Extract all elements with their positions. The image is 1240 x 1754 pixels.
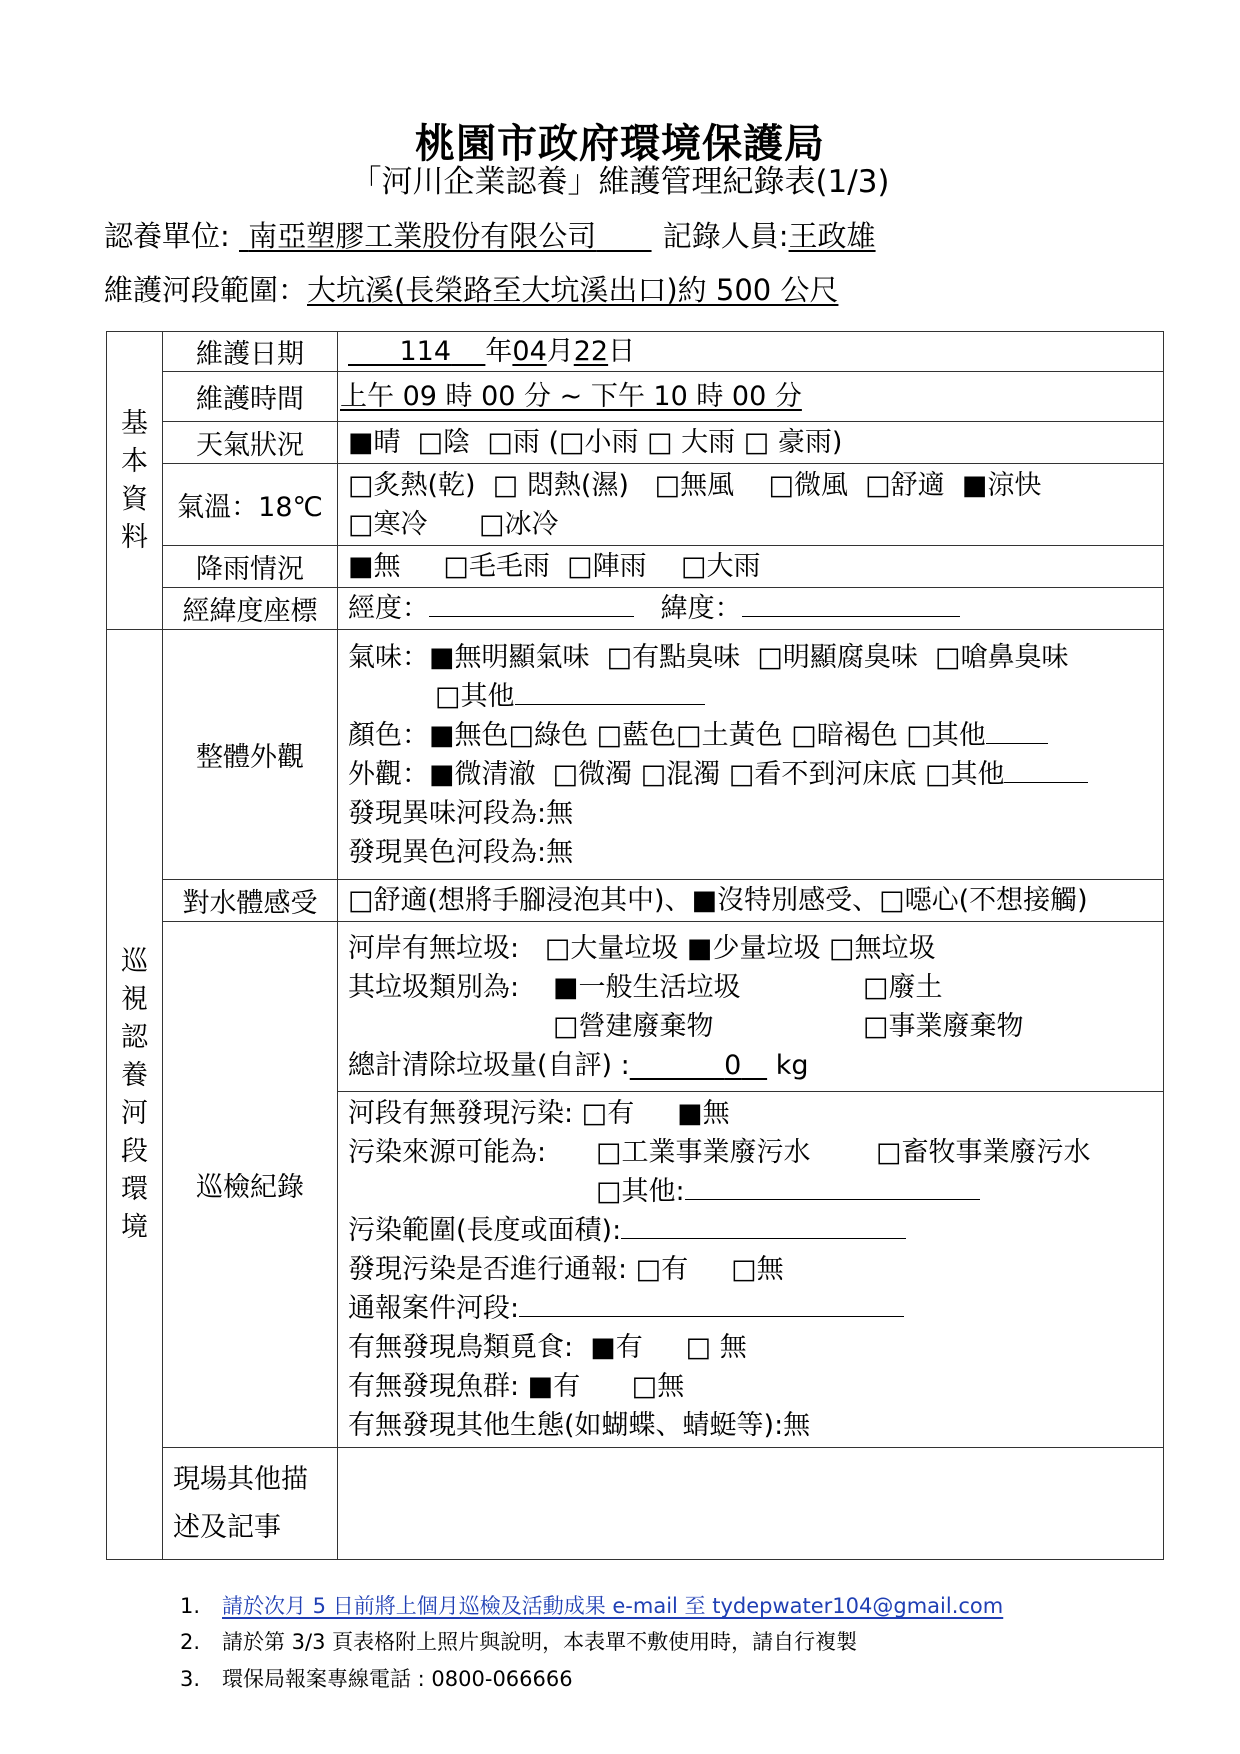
river-range-row [104,268,838,309]
trash-type-row-1 [348,968,1153,1007]
pollution-source-other-field[interactable] [685,1173,980,1200]
coordinate-label: 經緯度座標 [163,588,338,630]
trash-amount-unit: kg [775,1049,809,1081]
pollution-range-row: 污染範圍(長度或面積): [348,1211,1153,1250]
maintenance-time-label: 維護時間 [163,372,338,422]
note-3: 3. 環保局報案專線電話 : 0800-066666 [180,1667,573,1691]
trash-type-business: □事業廢棄物 [863,1010,1024,1042]
maintenance-time-value: 上午 09 時 00 分 ~ 下午 10 時 00 分 [338,372,1164,422]
trash-type-row-2 [348,1007,1153,1046]
trash-type-label: 其垃圾類別為: [348,971,520,1003]
pollution-range-field[interactable] [621,1212,906,1239]
temperature-line-1: □炙熱(乾) □ 悶熱(濕) □無風 □微風 □舒適 ■涼快 [348,469,1042,501]
section-basic-label: 基本資料 [121,407,148,553]
temperature-line-2: □寒冷 □冰冷 [348,508,559,540]
adopt-unit-label: 認養單位: [104,219,230,253]
pollution-source-livestock: □畜牧事業廢污水 [876,1137,1091,1168]
report-done-row: 發現污染是否進行通報: □有 □無 [348,1254,784,1285]
other-notes-label: 現場其他描 述及記事 [163,1448,338,1560]
trash-amount-value: 0 [724,1049,742,1081]
longitude-field[interactable] [429,590,634,617]
pollution-record [338,1092,1164,1448]
smell-other-field[interactable] [515,678,705,705]
rainfall-label: 降雨情況 [163,546,338,588]
trash-type-soil: □廢土 [863,971,943,1003]
pollution-source-industrial: □工業事業廢污水 [596,1137,811,1168]
longitude-label: 經度： [348,593,429,624]
record-form-table [106,331,1164,1560]
date-year-unit: 年 [485,336,513,367]
odd-smell-section: 發現異味河段為:無 [348,797,574,829]
look-other-field[interactable] [1004,756,1088,783]
pollution-source-other-row: □其他: [348,1172,1153,1211]
temperature-label: 氣溫：18℃ [163,464,338,546]
recorder-label: 記錄人員: [662,219,789,253]
note-1[interactable]: 1. 請於次月 5 日前將上個月巡檢及活動成果 e-mail 至 tydepwater104@gmail.com [180,1594,1004,1618]
form-subtitle: 「河川企業認養」維護管理紀錄表(1/3) [350,164,890,200]
trash-amount-row [348,1046,1153,1085]
color-other-field[interactable] [986,717,1048,744]
water-feeling-label: 對水體感受 [163,880,338,922]
fish-row: 有無發現魚群: ■有 □無 [348,1371,685,1402]
adopt-unit-value: 南亞塑膠工業股份有限公司 [248,219,597,253]
date-year: 114 [399,336,452,367]
report-section-row: 通報案件河段: [348,1289,1153,1328]
date-day: 22 [573,336,609,367]
smell-other-line: □其他 [348,677,1153,716]
report-section-field[interactable] [519,1290,904,1317]
trash-record [338,922,1164,1092]
page-title: 桃園市政府環境保護局 [415,121,825,167]
date-month-unit: 月 [546,336,574,367]
section-patrol-label: 巡視認養河段環境 [121,945,148,1243]
date-day-unit: 日 [608,336,636,367]
date-month: 04 [512,336,547,367]
weather-label: 天氣狀況 [163,422,338,464]
adopt-unit-row [104,214,876,255]
maintenance-date-value [338,332,1164,372]
pollution-source-row [348,1133,1153,1172]
pollution-presence: 河段有無發現污染: □有 ■無 [348,1098,730,1129]
rainfall-options: ■無 □毛毛雨 □陣雨 □大雨 [338,546,1164,588]
trash-amount-label: 總計清除垃圾量(自評) : [348,1049,630,1081]
river-range-label: 維護河段範圍： [104,273,308,307]
odd-color-section: 發現異色河段為:無 [348,836,574,868]
birds-row: 有無發現鳥類覓食: ■有 □ 無 [348,1332,747,1363]
trash-type-general: ■一般生活垃圾 [553,971,741,1003]
temperature-options [338,464,1164,546]
latitude-label: 緯度： [660,593,742,624]
other-notes-field[interactable] [338,1448,1164,1560]
look-line: 外觀：■微清澈 □微濁 □混濁 □看不到河床底 □其他 [348,755,1153,794]
section-basic-info [107,332,163,630]
latitude-field[interactable] [742,590,960,617]
inspection-record-label: 巡檢紀錄 [163,922,338,1448]
coordinate-value [338,588,1164,630]
maintenance-date-label: 維護日期 [163,332,338,372]
note-1-link[interactable]: 請於次月 5 日前將上個月巡檢及活動成果 e-mail 至 tydepwater104@gmail.com [222,1594,1004,1618]
color-line: 顏色：■無色□綠色 □藍色□土黃色 □暗褐色 □其他 [348,716,1153,755]
trash-presence: 河岸有無垃圾: □大量垃圾 ■少量垃圾 □無垃圾 [348,932,936,964]
note-2: 2. 請於第 3/3 頁表格附上照片與說明，本表單不敷使用時，請自行複製 [180,1630,858,1654]
trash-type-construction: □營建廢棄物 [553,1010,714,1042]
river-range-value: 大坑溪(長榮路至大坑溪出口)約 500 公尺 [307,273,839,307]
pollution-source-label: 污染來源可能為: [348,1137,547,1168]
water-feeling-options: □舒適(想將手腳浸泡其中)、■沒特別感受、□噁心(不想接觸) [338,880,1164,922]
overall-appearance-content [338,630,1164,880]
other-life-row: 有無發現其他生態(如蝴蝶、蜻蜓等):無 [348,1410,811,1441]
smell-line: 氣味：■無明顯氣味 □有點臭味 □明顯腐臭味 □嗆鼻臭味 [348,641,1069,673]
overall-appearance-label: 整體外觀 [163,630,338,880]
recorder-value: 王政雄 [788,219,876,253]
weather-value: ■晴 □陰 □雨 (□小雨 □ 大雨 □ 豪雨) [338,422,1164,464]
section-patrol [107,630,163,1560]
